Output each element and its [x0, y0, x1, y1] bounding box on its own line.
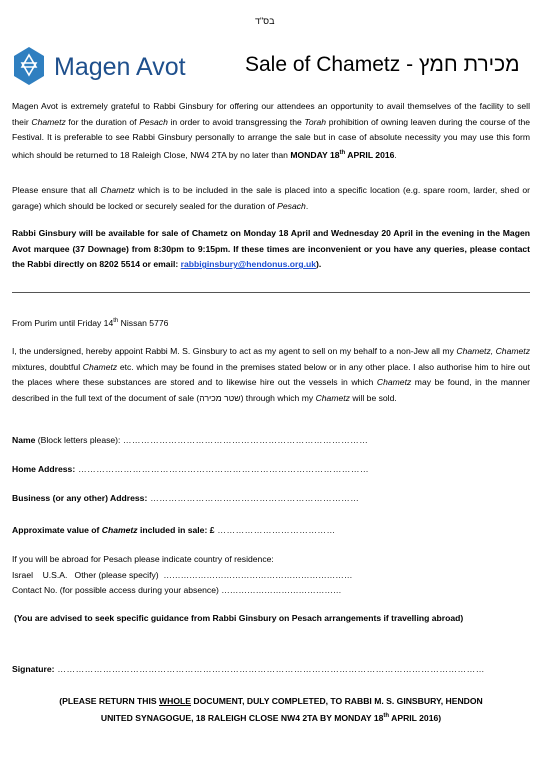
chametz-value-field[interactable]: Approximate value of Chametz included in sale: £ …………………………………: [12, 525, 336, 535]
availability-paragraph: Rabbi Ginsbury will be available for sale of Chametz on Monday 18 April and Wednesday 20 April in the evening in the Magen Avot marquee (37 Downage) from 8:30pm to 9:15pm. If these times are inconvenient or you have any queries, please contact the Rabbi directly on 8202 5514 or email: rabbiginsbury@hendonus.org.uk).: [12, 228, 530, 270]
contact-number-field[interactable]: Contact No. (for possible access during your absence) ……………………………………: [12, 585, 342, 595]
header-bsd: בס"ד: [255, 16, 275, 26]
from-line: From Purim until Friday 14th Nissan 5776: [12, 317, 169, 328]
deadline: MONDAY 18th APRIL 2016: [290, 149, 395, 160]
magen-david-icon: [12, 46, 46, 86]
page-title: Sale of Chametz - מכירת חמץ: [245, 53, 520, 76]
intro-paragraph: Magen Avot is extremely grateful to Rabbi Ginsbury for offering our attendees an opportunity to avail themselves of the facility to sell their Chametz for the duration of Pesach in order to avoid transgressing the Torah prohibition of owning leaven during the course of the Festival. It is preferable to see Rabbi Ginsbury personally to arrange the sale but in case of absolute necessity you may use this form which should be returned to 18 Raleigh Close, NW4 2TA by no later than MONDAY 18th APRIL 2016.: [12, 101, 531, 160]
logo: [12, 46, 212, 88]
business-address-field[interactable]: Business (or any other) Address: ……………………………………………………………: [12, 493, 360, 503]
travel-advice: (You are advised to seek specific guidance from Rabbi Ginsbury on Pesach arrangements if travelling abroad): [14, 613, 464, 623]
ensure-paragraph: Please ensure that all Chametz which is to be included in the sale is placed into a specific location (e.g. spare room, larder, shed or garage) which should be locked or securely sealed for the duration of Pesach.: [12, 185, 530, 211]
brand-name: Magen Avot: [54, 53, 186, 81]
abroad-options-field[interactable]: Israel U.S.A. Other (please specify) …………………………………………………………: [12, 570, 353, 580]
home-address-field[interactable]: Home Address: ……………………………………………………………………………………: [12, 464, 370, 474]
divider: [12, 292, 530, 293]
signature-field[interactable]: Signature: ……………………………………………………………………………………………………………………………: [12, 664, 485, 674]
abroad-question: If you will be abroad for Pesach please indicate country of residence:: [12, 554, 274, 564]
appointment-paragraph: I, the undersigned, hereby appoint Rabbi M. S. Ginsbury to act as my agent to sell on my behalf to a non-Jew all my Chametz, Chametz mixtures, doubtful Chametz etc. which may be found in the premises stated below or in any other place. I also authorise him to hire out the places where these substances are stored and to likewise hire out the vessels in which Chametz may be found, in the manner described in the full text of the document of sale (שטר מכירה) through which my Chametz will be sold.: [12, 346, 531, 403]
email-link[interactable]: rabbiginsbury@hendonus.org.uk: [180, 259, 316, 270]
name-field[interactable]: Name (Block letters please): ………………………………………………………………………: [12, 435, 369, 445]
return-instructions: (PLEASE RETURN THIS WHOLE DOCUMENT, DULY COMPLETED, TO RABBI M. S. GINSBURY, HENDON UNITED SYNAGOGUE, 18 RALEIGH CLOSE NW4 2TA BY MONDAY 18th APRIL 2016): [59, 696, 483, 723]
